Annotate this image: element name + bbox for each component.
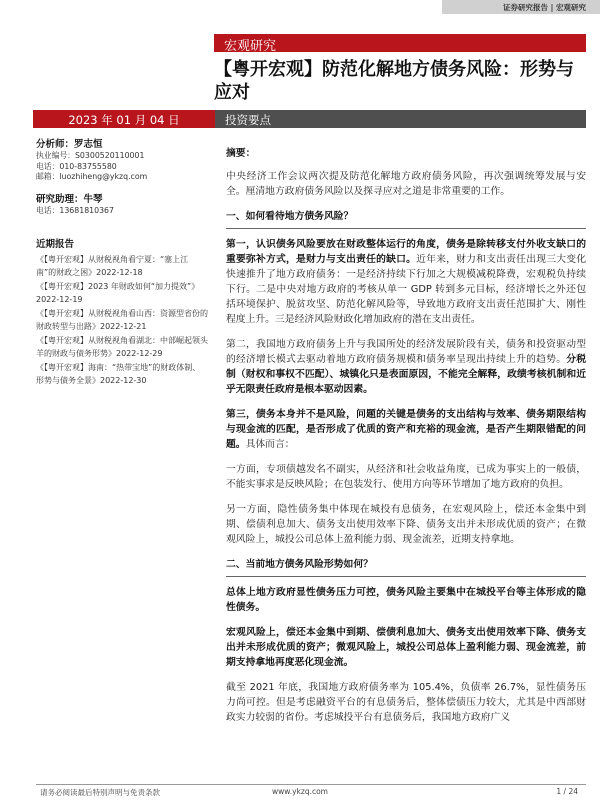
recent-report-item[interactable]: 《【粤开宏观】2023 年财政如何“加力提效”》2022-12-19 <box>36 282 200 304</box>
key-points-banner <box>215 110 586 128</box>
recent-reports-heading: 近期报告 <box>36 239 75 250</box>
section-1-heading: 一、如何看待地方债务风险？ <box>226 211 354 222</box>
left-sidebar <box>36 136 208 388</box>
paragraph-1-text: 近年来，财力和支出责任出现三大变化快速推升了地方政府债务：一是经济持续下行加之大规模减税降费，宏观税负持续下行。二是中央对地方政府的考核从单一 GDP 转到多元目标，经济增长之外还包括环境保护、脱贫攻坚、防范化解风险等，导致地方政府支出责任范围扩大、刚性程度上升。三是经济风险财政化增加政府的潜在支出责任。 <box>226 254 587 325</box>
analyst-license: 执业编号：S0300520110001 <box>36 151 145 160</box>
recent-report-item[interactable]: 《【粤开宏观】从财税视角看湖北：中部崛起领头羊的财政与债务形势》2022-12-29 <box>36 336 208 358</box>
analyst-role: 分析师： <box>36 139 75 150</box>
recent-report-item[interactable]: 《【粤开宏观】从财税视角看宁夏：“塞上江南”的财政之困》2022-12-18 <box>36 255 189 277</box>
assistant-name: 牛琴 <box>83 193 103 205</box>
header-text: 证券研究报告 | 宏观研究 <box>503 3 586 12</box>
abstract-paragraph: 中央经济工作会议两次提及防范化解地方政府债务风险，再次强调统筹发展与安全。厘清地方政府债务风险以及探寻应对之道是非常重要的工作。 <box>226 171 586 197</box>
paragraph-4: 一方面，专项债越发名不副实，从经济和社会收益角度，已成为事实上的一般债，不能实事求是反映风险；在包装发行、使用方向等环节增加了地方政府的负担。 <box>226 464 586 490</box>
paragraph-3 <box>226 407 586 452</box>
category-label: 宏观研究 <box>224 39 277 54</box>
analyst-email: 邮箱：luozhiheng@ykzq.com <box>36 172 148 181</box>
footer-website[interactable]: www.ykzq.com <box>272 787 328 796</box>
assistant-role: 研究助理： <box>36 193 84 205</box>
assistant-heading <box>36 191 208 205</box>
section-1-divider <box>226 228 586 229</box>
paragraph-3-bold: 第三，债务本身并不是风险，问题的关键是债务的支出结构与效率、债务期限结构与现金流的匹配，是否形成了优质的资产和充裕的现金流，是否产生期限错配的问题。 <box>226 409 586 450</box>
paragraph-6: 总体上地方政府显性债务压力可控，债务风险主要集中在城投平台等主体形成的隐性债务。 <box>226 587 586 613</box>
analyst-heading <box>36 136 208 150</box>
section-2-heading: 二、当前地方债务风险形势如何？ <box>226 559 373 570</box>
abstract-label: 摘要： <box>226 148 256 159</box>
key-points-label: 投资要点 <box>225 113 271 127</box>
analyst-name: 罗志恒 <box>74 139 103 150</box>
footer-divider <box>36 784 586 785</box>
date-banner <box>33 110 215 128</box>
paragraph-5: 另一方面，隐性债务集中体现在城投有息债务，在宏观风险上，偿还本金集中到期、偿债利息加大、债务支出使用效率下降、债务支出并未形成优质的资产；在微观风险上，城投公司总体上盈利能力弱、现金流差，近期支持拿地。 <box>226 504 586 545</box>
paragraph-2-text: 第二，我国地方政府债务上升与我国所处的经济发展阶段有关，债务和投资驱动型的经济增长模式去驱动着地方政府债务规模和债务率呈现出持续上升的趋势。 <box>226 339 586 365</box>
paragraph-2 <box>226 337 586 397</box>
page-number: 1 / 24 <box>556 787 578 796</box>
paragraph-3-text: 具体而言： <box>245 439 295 450</box>
category-banner <box>214 34 586 52</box>
analyst-phone: 电话：010-83755580 <box>36 161 117 171</box>
paragraph-7: 宏观风险上，偿还本金集中到期、偿债利息加大、债务支出使用效率下降、债务支出并未形成优质的资产；微观风险上，城投公司总体上盈利能力弱、现金流差，前期支持拿地再度恶化现金流。 <box>226 627 586 668</box>
section-2-divider <box>226 576 586 577</box>
paragraph-8: 截至 2021 年底，我国地方政府债务率为 105.4%，负债率 26.7%，显性债务压力尚可控。但是考虑融资平台的有息债务后，整体偿债压力较大，尤其是中西部财政实力较弱的省份。考虑城投平台有息债务后，我国地方政府广义 <box>226 682 586 723</box>
paragraph-1-bold: 第一，认识债务风险要放在财政整体运行的角度，债务是除转移支付外收支缺口的重要弥补方式，是财力与支出责任的缺口。 <box>226 239 586 265</box>
paragraph-1 <box>226 237 586 327</box>
recent-report-item[interactable]: 《【粤开宏观】从财税视角看山西：资源型省份的财政转型与出路》2022-12-21 <box>36 309 208 331</box>
report-date: 2023 年 01 月 04 日 <box>68 113 180 127</box>
recent-report-item[interactable]: 《【粤开宏观】海南：“热带宝地”的财政体制、形势与债务全景》2022-12-30 <box>36 363 201 385</box>
report-title: 【粤开宏观】防范化解地方债务风险：形势与应对 <box>214 59 574 103</box>
footer-disclaimer: 请务必阅读最后特别声明与免责条款 <box>40 788 160 797</box>
assistant-phone: 电话：13681810367 <box>36 205 114 215</box>
top-header-bar <box>0 0 600 14</box>
paragraph-2-bold: 分税制（财权和事权不匹配）、城镇化只是表面原因，不能完全解释，政绩考核机制和近乎无限责任政府是根本驱动因素。 <box>226 354 587 395</box>
main-content <box>226 146 586 735</box>
